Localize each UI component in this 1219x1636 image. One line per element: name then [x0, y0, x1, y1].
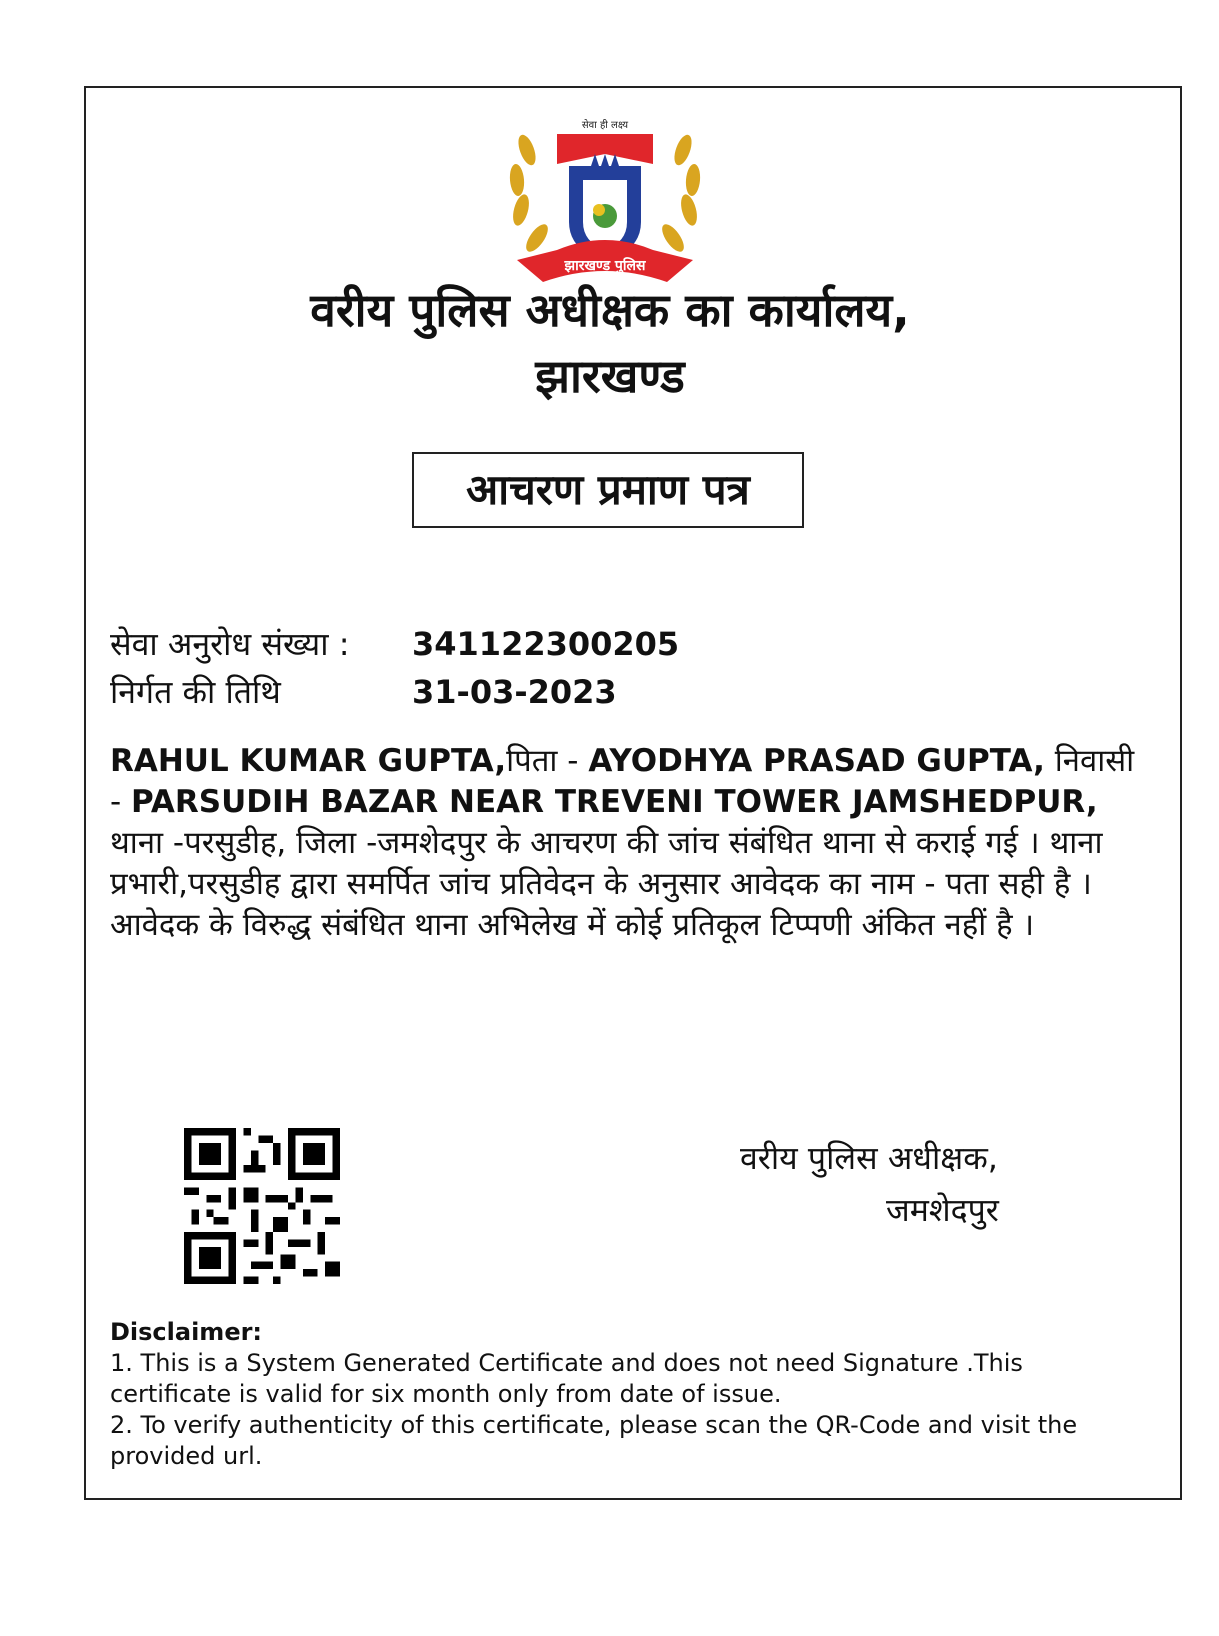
emblem-motto: सेवा ही लक्ष्य	[581, 120, 629, 131]
father-name: AYODHYA PRASAD GUPTA,	[588, 743, 1045, 779]
father-label: पिता -	[506, 743, 589, 779]
verification-statement: थाना -परसुडीह, जिला -जमशेदपुर के आचरण की जांच संबंधित थाना से कराई गई । थाना प्रभारी,परसुडीह द्वारा समर्पित जांच प्रतिवेदन के अनुसार आवेदक का नाम - पता सही है । आवेदक के विरुद्ध संबंधित थाना अभिलेख में कोई प्रतिकूल टिप्पणी अंकित नहीं है ।	[110, 825, 1103, 943]
disclaimer	[110, 1317, 1150, 1472]
resident-label: निवासी -	[110, 743, 1135, 820]
emblem-ribbon-text: झारखण्ड पुलिस	[564, 258, 646, 274]
signatory-location: जमशेदपुर	[886, 1191, 999, 1229]
certificate-body	[110, 741, 1140, 946]
request-number-row	[110, 622, 810, 666]
request-number-label: सेवा अनुरोध संख्या :	[110, 625, 350, 663]
applicant-address: PARSUDIH BAZAR NEAR TREVENI TOWER JAMSHEDPUR,	[131, 784, 1098, 820]
applicant-name: RAHUL KUMAR GUPTA,	[110, 743, 507, 779]
disclaimer-heading: Disclaimer:	[110, 1318, 263, 1346]
signatory-title: वरीय पुलिस अधीक्षक,	[740, 1139, 998, 1177]
jharkhand-police-emblem	[487, 110, 723, 306]
certificate-title: आचरण प्रमाण पत्र	[412, 452, 804, 528]
disclaimer-point-2: 2. To verify authenticity of this certificate, please scan the QR-Code and visit the provided url.	[110, 1411, 1078, 1470]
verification-qr-code[interactable]	[184, 1128, 340, 1284]
disclaimer-point-1: 1. This is a System Generated Certificate and does not need Signature .This certificate is valid for six month only from date of issue.	[110, 1349, 1023, 1408]
office-state: झारखण्ड	[535, 349, 685, 403]
issue-date-row	[110, 670, 810, 714]
request-number-value: 341122300205	[412, 625, 680, 663]
issue-date-value: 31-03-2023	[412, 673, 617, 711]
office-title: वरीय पुलिस अधीक्षक का कार्यालय,	[310, 283, 910, 337]
issue-date-label: निर्गत की तिथि	[110, 673, 281, 711]
